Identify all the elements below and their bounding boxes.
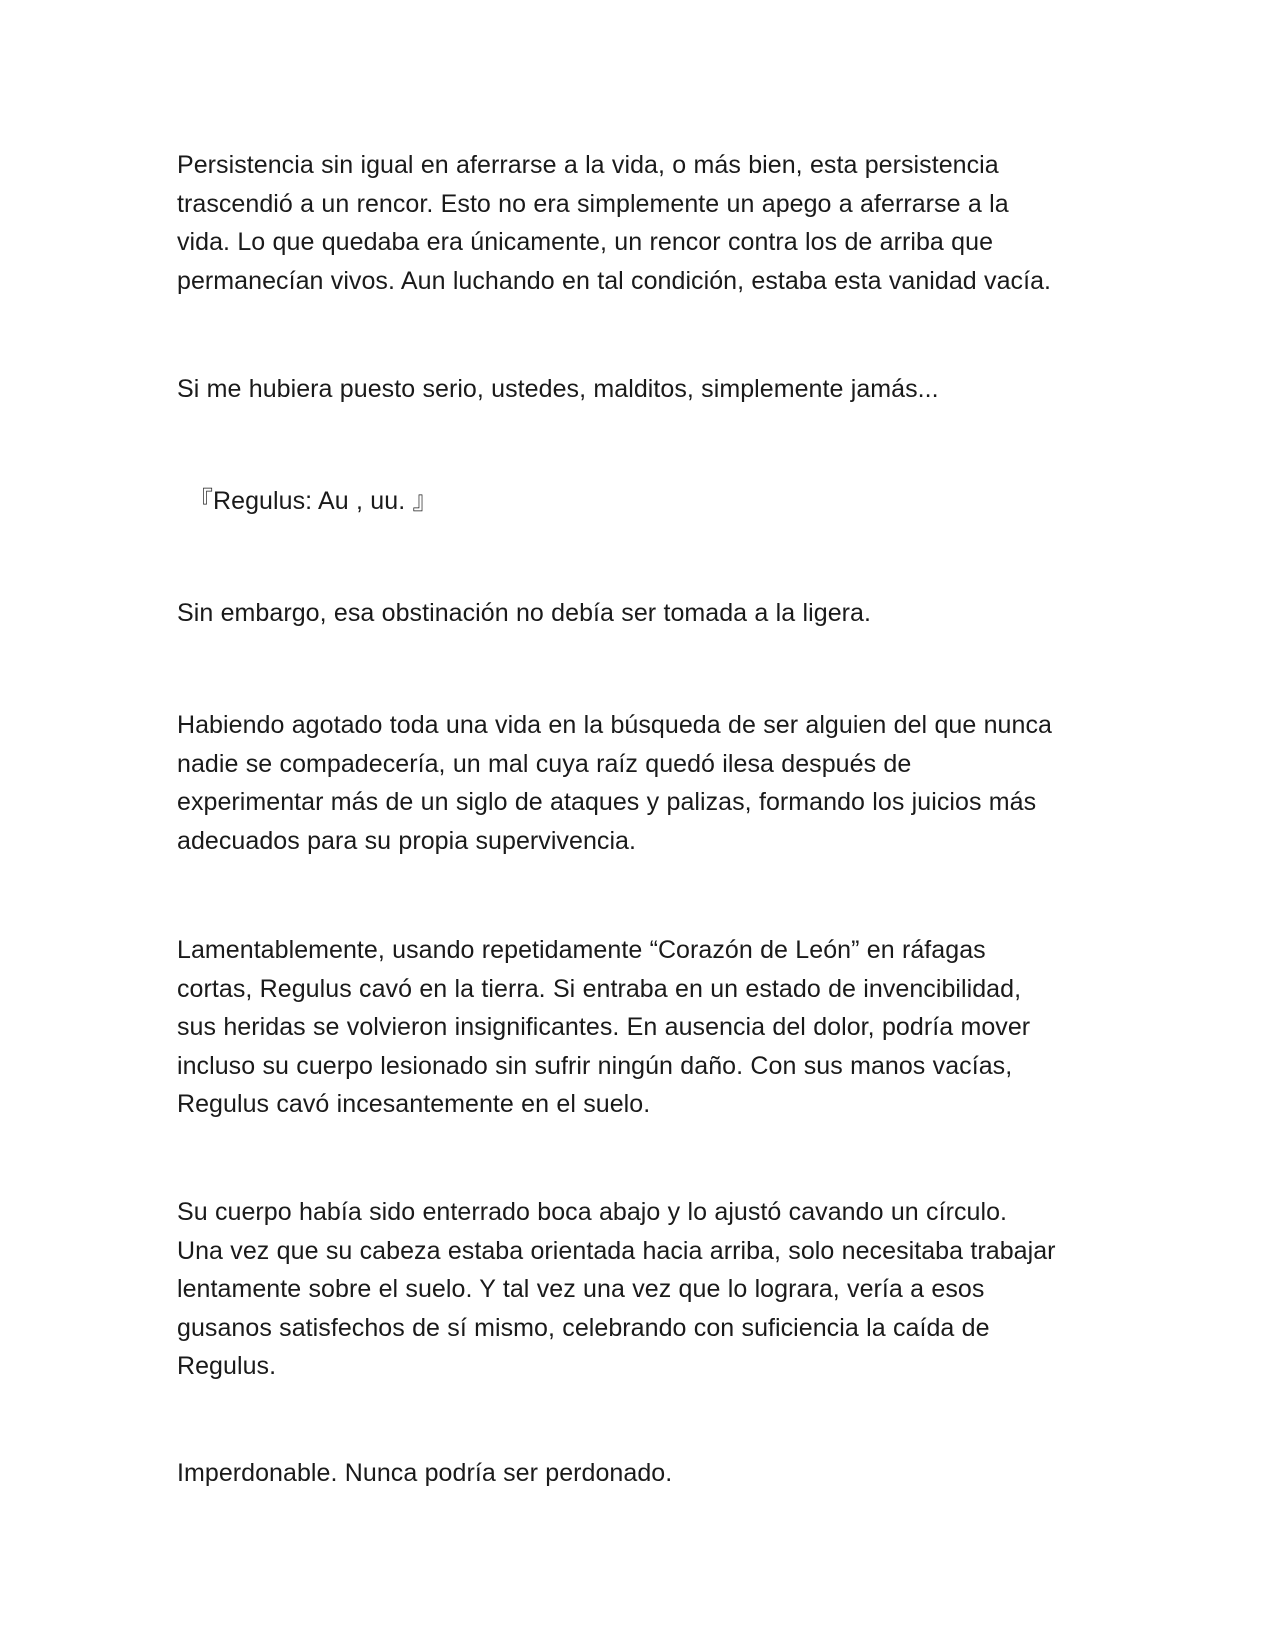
paragraph-line: Regulus cavó incesantemente en el suelo.	[177, 1090, 651, 1118]
paragraph-1	[177, 146, 1117, 300]
paragraph-line: Una vez que su cabeza estaba orientada hacia arriba, solo necesitaba trabajar	[177, 1236, 1056, 1265]
paragraph-line: Regulus.	[177, 1352, 277, 1380]
paragraph-line: adecuados para su propia supervivencia.	[177, 826, 636, 855]
paragraph-line: Lamentablemente, usando repetidamente “Corazón de León” en ráfagas	[177, 936, 986, 964]
paragraph-line: experimentar más de un siglo de ataques y palizas, formando los juicios más	[177, 788, 1037, 816]
paragraph-line: Persistencia sin igual en aferrarse a la vida, o más bien, esta persistencia	[177, 151, 999, 179]
dialogue-line: 『Regulus: Au , uu. 』	[188, 487, 438, 515]
paragraph-line: Imperdonable. Nunca podría ser perdonado.	[177, 1459, 673, 1487]
paragraph-line: trascendió a un rencor. Esto no era simplemente un apego a aferrarse a la	[177, 189, 1009, 218]
paragraph-5	[177, 706, 1117, 860]
paragraph-line: lentamente sobre el suelo. Y tal vez una vez que lo lograra, vería a esos	[177, 1275, 985, 1303]
paragraph-6	[177, 931, 1117, 1124]
paragraph-line: cortas, Regulus cavó en la tierra. Si entraba en un estado de invencibilidad,	[177, 974, 1022, 1003]
paragraph-line: Habiendo agotado toda una vida en la búsqueda de ser alguien del que nunca	[177, 711, 1052, 739]
paragraph-line: incluso su cuerpo lesionado sin sufrir ningún daño. Con sus manos vacías,	[177, 1051, 1013, 1080]
paragraph-4	[177, 594, 1117, 633]
paragraph-7	[177, 1193, 1117, 1386]
paragraph-2	[177, 370, 1117, 409]
paragraph-3-dialogue	[188, 482, 1128, 521]
paragraph-line: gusanos satisfechos de sí mismo, celebrando con suficiencia la caída de	[177, 1313, 990, 1342]
paragraph-line: nadie se compadecería, un mal cuya raíz quedó ilesa después de	[177, 749, 912, 778]
paragraph-line: vida. Lo que quedaba era únicamente, un rencor contra los de arriba que	[177, 228, 994, 256]
paragraph-line: Si me hubiera puesto serio, ustedes, malditos, simplemente jamás...	[177, 375, 939, 403]
paragraph-8	[177, 1454, 1117, 1493]
paragraph-line: permanecían vivos. Aun luchando en tal condición, estaba esta vanidad vacía.	[177, 266, 1052, 295]
paragraph-line: Sin embargo, esa obstinación no debía ser tomada a la ligera.	[177, 599, 871, 627]
paragraph-line: sus heridas se volvieron insignificantes. En ausencia del dolor, podría mover	[177, 1013, 1031, 1041]
paragraph-line: Su cuerpo había sido enterrado boca abajo y lo ajustó cavando un círculo.	[177, 1198, 1008, 1226]
